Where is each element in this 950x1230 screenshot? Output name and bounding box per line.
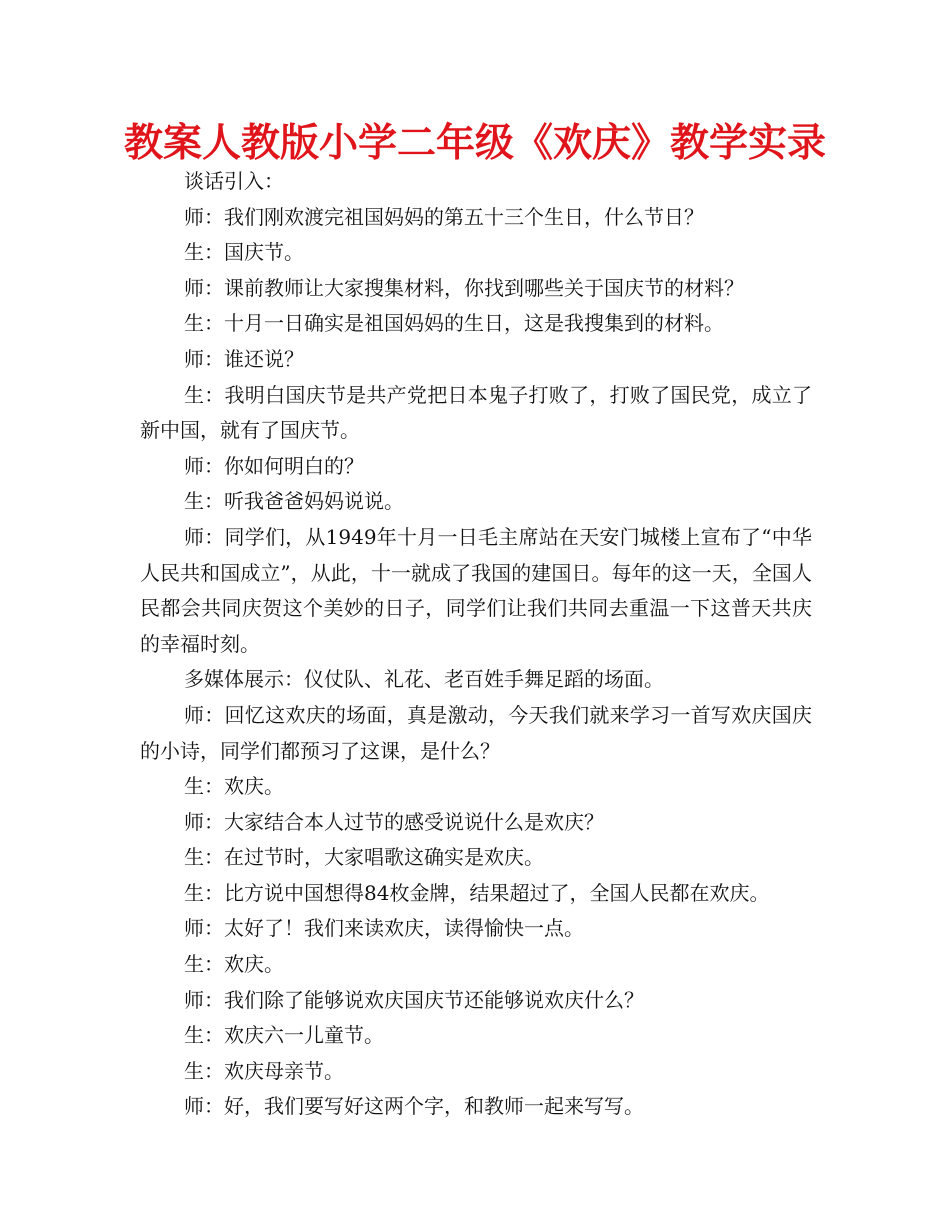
paragraph: 生：我明白国庆节是共产党把日本鬼子打败了，打败了国民党，成立了新中国，就有了国庆节。 [140,382,812,443]
paragraph: 师：课前教师让大家搜集材料，你找到哪些关于国庆节的材料？ [184,275,744,300]
paragraph: 生：欢庆。 [184,774,284,799]
paragraph: 师：你如何明白的？ [184,453,364,478]
paragraph: 师：我们刚欢渡完祖国妈妈的第五十三个生日，什么节日？ [184,204,704,229]
paragraph: 师：我们除了能够说欢庆国庆节还能够说欢庆什么？ [184,987,644,1012]
paragraph: 生：在过节时，大家唱歌这确实是欢庆。 [184,845,544,870]
paragraph: 生：欢庆六一儿童节。 [184,1023,384,1048]
paragraph: 多媒体展示：仪仗队、礼花、老百姓手舞足蹈的场面。 [184,667,664,692]
paragraph: 生：听我爸爸妈妈说说。 [184,489,404,514]
paragraph: 师：谁还说？ [184,346,304,371]
paragraph: 生：欢庆。 [184,952,284,977]
paragraph: 师：好，我们要写好这两个字，和教师一起来写写。 [184,1094,644,1119]
paragraph: 师：同学们，从1949年十月一日毛主席站在天安门城楼上宣布了“中华人民共和国成立”，从此，十一就成了我国的建国日。每年的这一天，全国人民都会共同庆贺这个美妙的日子，同学们让我们共同去重温一下这普天共庆的幸福时刻。 [140,524,812,656]
paragraph: 生：十月一日确实是祖国妈妈的生日，这是我搜集到的材料。 [184,311,724,336]
paragraph: 生：比方说中国想得84枚金牌，结果超过了，全国人民都在欢庆。 [184,880,770,905]
paragraph: 生：欢庆母亲节。 [184,1058,344,1083]
paragraph: 师：大家结合本人过节的感受说说什么是欢庆？ [184,809,604,834]
document-title: 教案人教版小学二年级《欢庆》教学实录 [123,121,826,166]
paragraph: 谈话引入： [184,169,284,193]
document-body [140,164,812,1125]
paragraph: 师：回忆这欢庆的场面，真是激动，今天我们就来学习一首写欢庆国庆的小诗，同学们都预习了这课，是什么？ [140,702,812,763]
paragraph: 生：国庆节。 [184,240,304,265]
paragraph: 师：太好了！我们来读欢庆，读得愉快一点。 [184,916,584,941]
